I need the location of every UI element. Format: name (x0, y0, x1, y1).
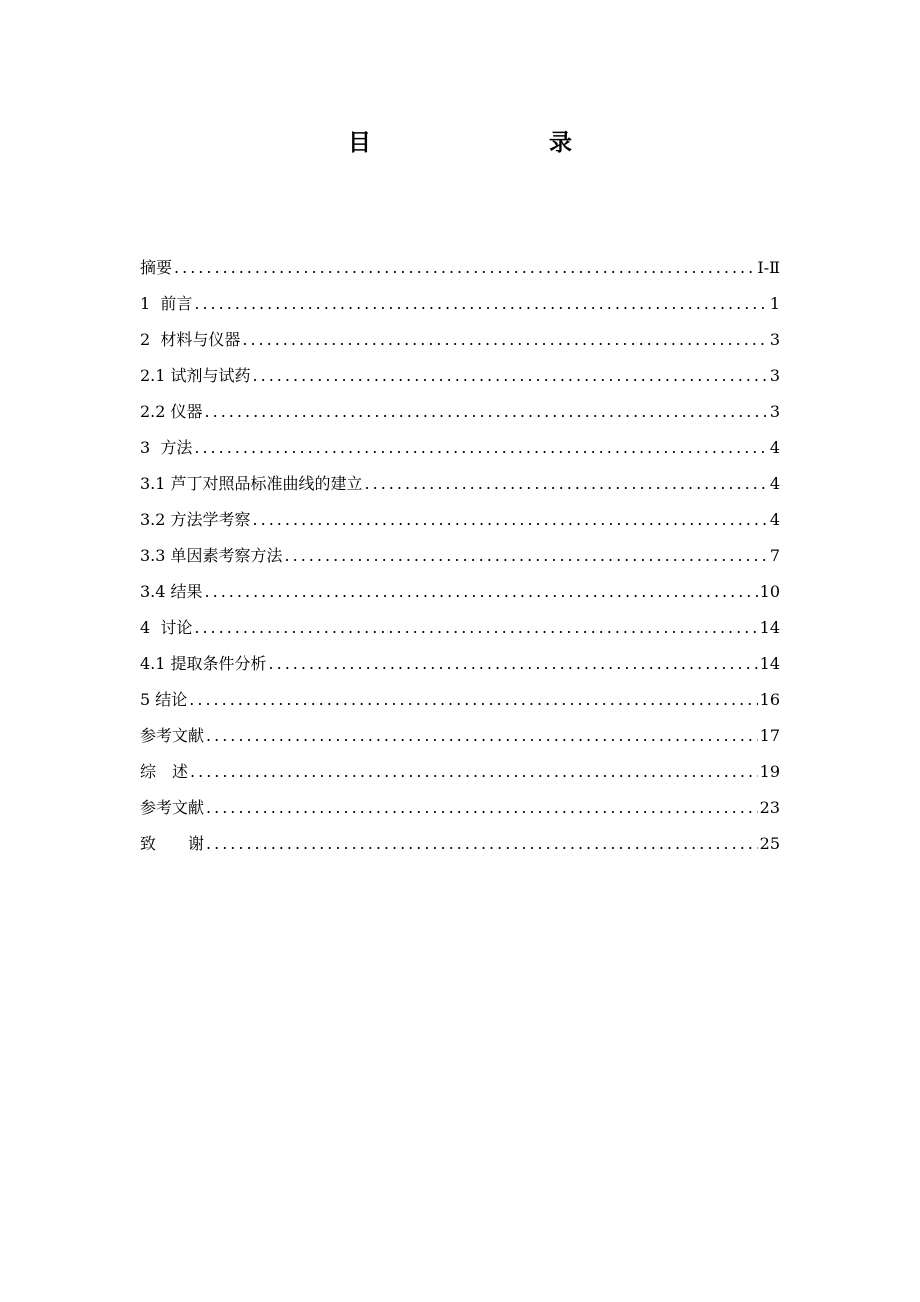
toc-leader-dots (205, 578, 758, 606)
table-of-contents (140, 254, 780, 866)
toc-entry-label: 参考文献 (140, 726, 205, 745)
toc-entry-page: 14 (759, 654, 780, 673)
toc-leader-dots (206, 722, 758, 750)
toc-entry-page: 25 (759, 834, 780, 853)
toc-leader-dots (253, 506, 768, 534)
toc-entry-label: 2.1 试剂与试药 (140, 366, 251, 385)
toc-leader-dots (269, 650, 758, 678)
toc-entry (140, 794, 780, 830)
toc-entry (140, 434, 780, 470)
toc-leader-dots (205, 398, 768, 426)
toc-entry-label: 3.1 芦丁对照品标准曲线的建立 (140, 474, 363, 493)
toc-entry-page: 7 (769, 546, 780, 565)
toc-entry (140, 362, 780, 398)
toc-entry (140, 506, 780, 542)
toc-leader-dots (206, 794, 758, 822)
toc-entry-page: 3 (769, 402, 780, 421)
toc-entry-label: 3 方法 (140, 438, 193, 457)
toc-entry-page: 4 (769, 474, 780, 493)
toc-entry-page: 23 (759, 798, 780, 817)
toc-entry-page: 17 (759, 726, 780, 745)
toc-leader-dots (190, 758, 758, 786)
toc-leader-dots (285, 542, 768, 570)
toc-entry-label: 1 前言 (140, 294, 193, 313)
toc-entry (140, 650, 780, 686)
toc-entry (140, 758, 780, 794)
toc-entry (140, 326, 780, 362)
toc-entry-label: 综 述 (140, 762, 189, 781)
toc-leader-dots (365, 470, 768, 498)
toc-entry-page: 4 (769, 510, 780, 529)
toc-entry-label: 摘要 (140, 258, 173, 277)
toc-leader-dots (242, 326, 767, 354)
toc-entry-label: 3.4 结果 (140, 582, 203, 601)
toc-entry (140, 614, 780, 650)
toc-entry-label: 4 讨论 (140, 618, 193, 637)
toc-entry (140, 830, 780, 866)
toc-leader-dots (194, 614, 757, 642)
toc-entry (140, 254, 780, 290)
toc-entry-page: 3 (769, 330, 780, 349)
toc-leader-dots (194, 434, 767, 462)
toc-entry-page: Ⅰ-Ⅱ (757, 258, 780, 277)
toc-entry-label: 致 谢 (140, 834, 205, 853)
toc-leader-dots (206, 830, 758, 858)
toc-entry-page: 16 (759, 690, 780, 709)
toc-entry-label: 2.2 仪器 (140, 402, 203, 421)
toc-entry-label: 3.3 单因素考察方法 (140, 546, 283, 565)
toc-leader-dots (189, 686, 757, 714)
toc-leader-dots (174, 254, 755, 282)
toc-entry-page: 1 (769, 294, 780, 313)
toc-leader-dots (194, 290, 767, 318)
toc-entry-page: 14 (759, 618, 780, 637)
toc-entry (140, 542, 780, 578)
toc-entry-page: 10 (759, 582, 780, 601)
page-title: 目 录 (348, 130, 616, 156)
toc-entry (140, 290, 780, 326)
toc-entry-label: 4.1 提取条件分析 (140, 654, 267, 673)
toc-entry-page: 4 (769, 438, 780, 457)
toc-entry (140, 686, 780, 722)
toc-entry-label: 参考文献 (140, 798, 205, 817)
toc-entry-page: 19 (759, 762, 780, 781)
toc-entry-label: 3.2 方法学考察 (140, 510, 251, 529)
toc-entry (140, 470, 780, 506)
toc-entry (140, 578, 780, 614)
toc-leader-dots (253, 362, 768, 390)
toc-entry-label: 2 材料与仪器 (140, 330, 241, 349)
toc-entry-page: 3 (769, 366, 780, 385)
toc-entry (140, 398, 780, 434)
toc-entry (140, 722, 780, 758)
toc-entry-label: 5 结论 (140, 690, 188, 709)
